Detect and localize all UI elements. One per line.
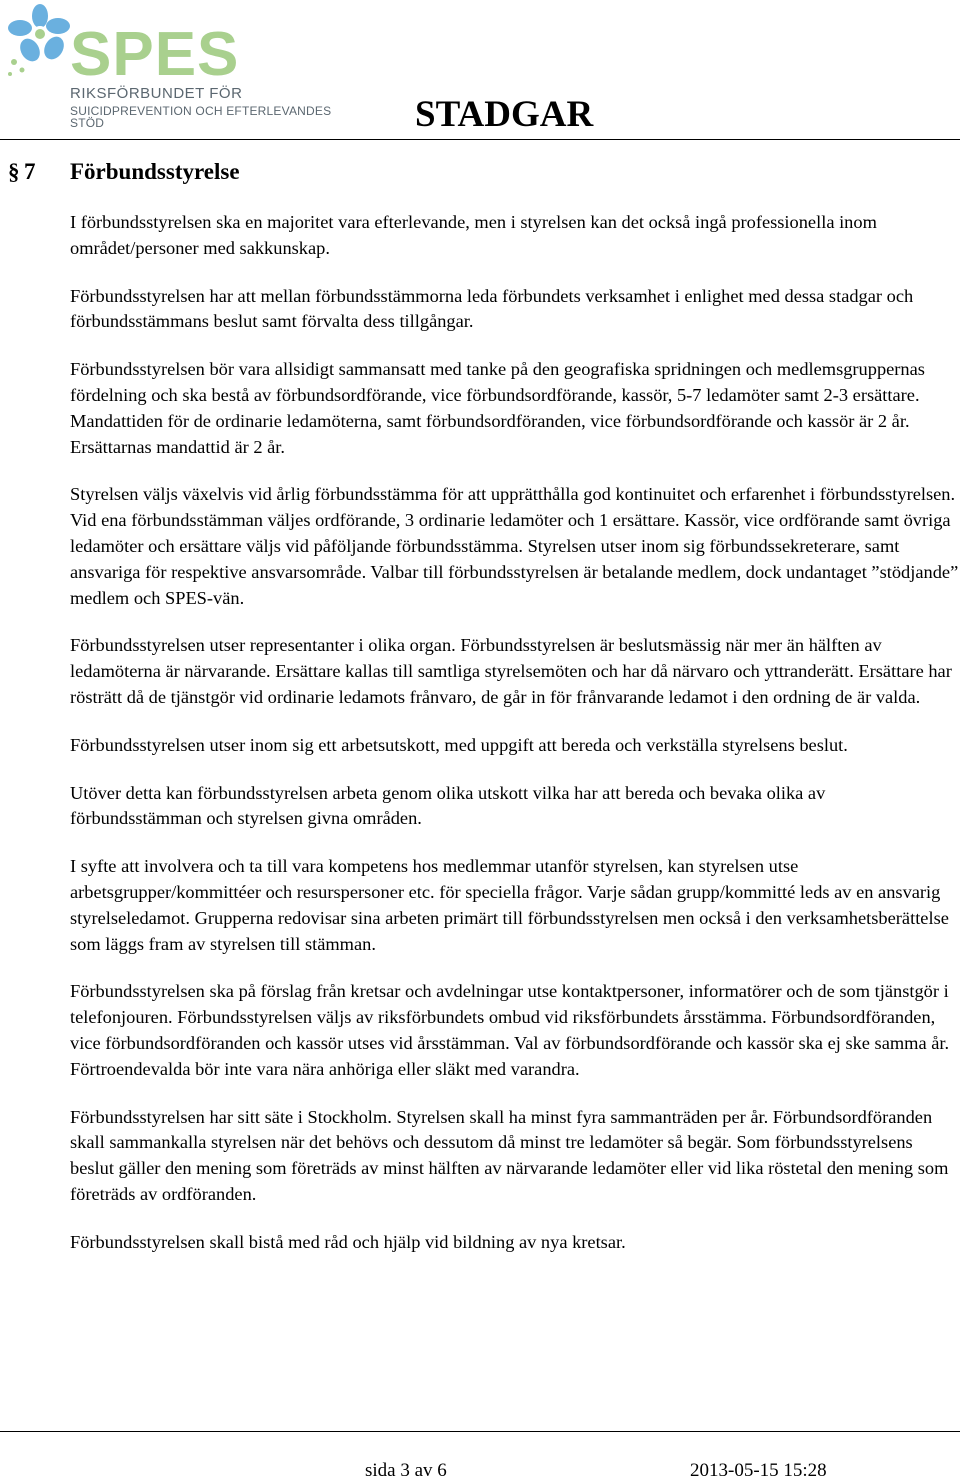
paragraph: Förbundsstyrelsen skall bistå med råd och hjälp vid bildning av nya kretsar. — [70, 1231, 626, 1252]
logo-wordmark: SPES — [70, 20, 240, 89]
paragraph: Utöver detta kan förbundsstyrelsen arbeta genom olika utskott vilka har att bereda och bevaka olika av förbundsstämman och styrelsen givna områden. — [70, 782, 826, 829]
paragraph: Styrelsen väljs växelvis vid årlig förbundsstämma för att upprätthålla god kontinuitet och erfarenhet i förbundsstyrelsen. Vid ena förbundsstämman väljes ordförande, 3 ordinarie ledamöter och 1 ersättare. Kassör, vice ordförande samt övriga ledamöter och ersättare väljs vid påföljande förbundsstämma. Styrelsen utser inom sig förbundssekreterare, samt ansvariga för respektive ansvarsområde. Valbar till förbundsstyrelsen är betalande medlem, dock undantaget ”stödjande” medlem och SPES-vän. — [70, 484, 959, 608]
paragraph: Förbundsstyrelsen har sitt säte i Stockholm. Styrelsen skall ha minst fyra sammanträden per år. Förbundsordföranden skall sammankalla styrelsen när det behövs och dessutom då minst tre ledamöter så begär. Som förbundsstyrelsens beslut gäller den mening som företräds av minst hälften av närvarande ledamöter eller vid lika röstetal den mening som företräds av ordföranden. — [70, 1106, 949, 1204]
page-number: sida 3 av 6 — [365, 1460, 447, 1481]
section-body — [70, 210, 960, 1278]
section-heading — [8, 160, 240, 183]
section-sign: § — [8, 159, 20, 184]
paragraph: Förbundsstyrelsen bör vara allsidigt sammansatt med tanke på den geografiska spridningen och medlemsgruppernas fördelning och ska bestå av förbundsordförande, vice förbundsordförande, kassör, 5-7 ledamöter samt 2-3 ersättare. Mandattiden för de ordinarie ledamöterna, samt förbundsordföranden, vice förbundsordförande och kassör är 2 år. Ersättarnas mandattid är 2 år. — [70, 359, 925, 457]
paragraph: Förbundsstyrelsen ska på förslag från kretsar och avdelningar utse kontaktpersoner, informatörer och de som tjänstgör i telefonjouren. Förbundsstyrelsen väljs av riksförbundets ombud vid riksförbundets årsstämma. Förbundsordföranden, vice förbundsordföranden och kassör utses vid årsstämman. Val av förbundsordförande och kassör ska ej ske samma år. Förtroendevalda bör inte vara nära anhöriga eller släkt med varandra. — [70, 981, 950, 1079]
document-title: STADGAR — [415, 94, 594, 135]
paragraph: Förbundsstyrelsen har att mellan förbundsstämmorna leda förbundets verksamhet i enlighet med dessa stadgar och förbundsstämmans beslut samt förvalta dess tillgångar. — [70, 285, 914, 332]
page-header — [0, 0, 960, 150]
logo-subtitle-line1: RIKSFÖRBUNDET FÖR — [70, 85, 243, 102]
spes-logo — [6, 4, 346, 130]
paragraph: I syfte att involvera och ta till vara kompetens hos medlemmar utanför styrelsen, kan styrelsen utse arbetsgrupper/kommittéer och resurspersoner etc. för speciella frågor. Varje sådan grupp/kommitté leds av en ansvarig styrelseledamot. Grupperna redovisar sina arbeten primärt till förbundsstyrelsen men också i den verksamhetsberättelse som läggs fram av styrelsen till stämman. — [70, 856, 949, 954]
section-number: 7 — [24, 159, 36, 184]
footer-timestamp: 2013-05-15 15:28 — [690, 1460, 827, 1481]
header-divider — [0, 139, 960, 140]
footer-divider — [0, 1431, 960, 1432]
paragraph: Förbundsstyrelsen utser representanter i olika organ. Förbundsstyrelsen är beslutsmässig när mer än hälften av ledamöterna är närvarande. Ersättare kallas till samtliga styrelsemöten och har då närvaro och yttranderätt. Ersättare har rösträtt då de tjänstgör vid ordinarie ledamots frånvaro, de går in för frånvarande ledamot i den ordning de är valda. — [70, 635, 952, 707]
paragraph: Förbundsstyrelsen utser inom sig ett arbetsutskott, med uppgift att bereda och verkställa styrelsens beslut. — [70, 734, 848, 755]
paragraph: I förbundsstyrelsen ska en majoritet vara efterlevande, men i styrelsen kan det också ingå professionella inom området/personer med sakkunskap. — [70, 212, 877, 258]
section-title: Förbundsstyrelse — [70, 159, 240, 184]
logo-subtitle-line2: SUICIDPREVENTION OCH EFTERLEVANDES STÖD — [70, 104, 332, 130]
